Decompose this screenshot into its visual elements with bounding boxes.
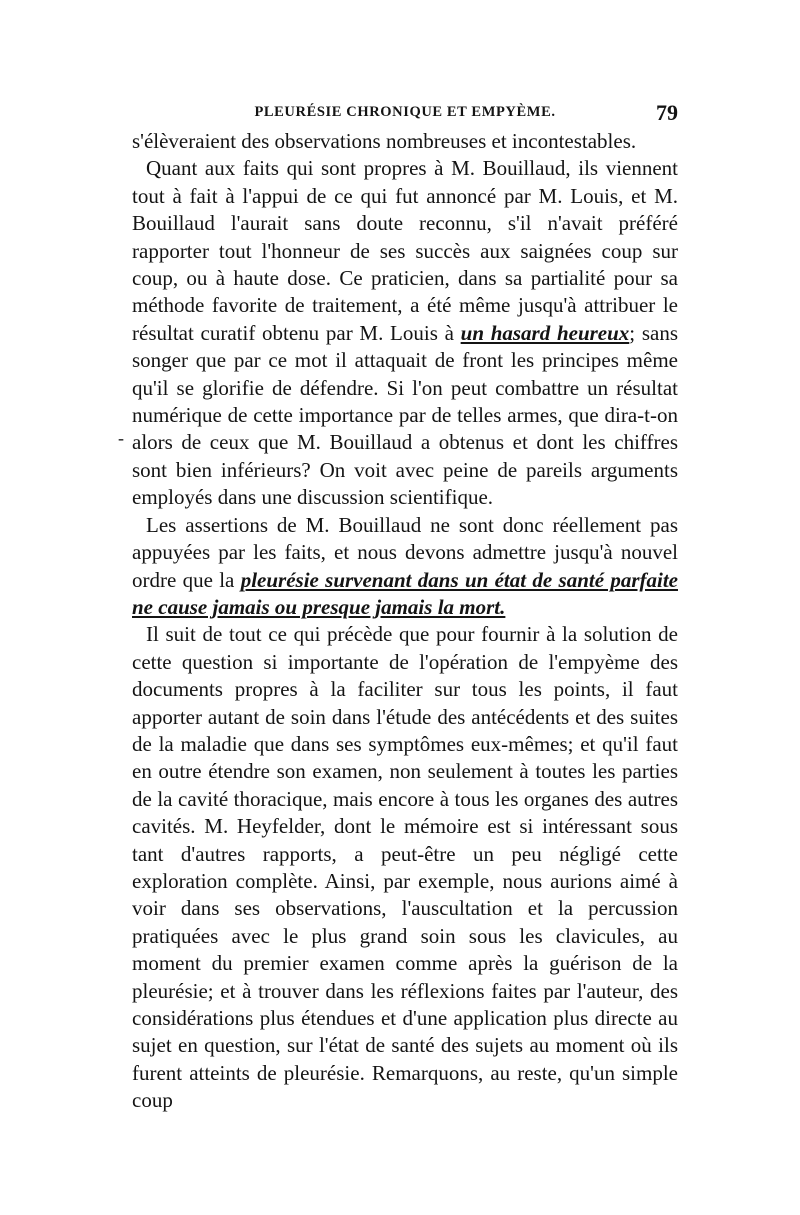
paragraph-text: Les assertions de M. Bouillaud ne sont donc réellement pas appuyées par les faits, et nous devons admettre jusqu'à nouvel ordre que la: [132, 512, 678, 592]
running-head: [132, 100, 678, 124]
body-text: [132, 128, 678, 1115]
paragraph-empyeme: Il suit de tout ce qui précède que pour fournir à la solution de cette question si importante de l'opération de l'empyème des documents propres à la faciliter sur tous les points, il faut apporter autant de soin dans l'étude des antécédents et des suites de la maladie que dans ses symptômes eux-mêmes; et qu'il faut en outre étendre son examen, non seulement à toutes les parties de la cavité thoracique, mais encore à tous les organes des autres cavités. M. Heyfelder, dont le mémoire est si intéressant sous tant d'autres rapports, a peut-être un peu négligé cette exploration complète. Ainsi, par exemple, nous aurions aimé à voir dans ses observations, l'auscultation et la percussion pratiquées avec le plus grand soin sous les clavicules, au moment du premier examen comme après la guérison de la pleurésie; et à trouver dans les réflexions faites par l'auteur, des considérations plus étendues et d'une application plus directe au sujet en question, sur l'état de santé des sujets au moment où ils furent atteints de pleurésie. Remarquons, au reste, qu'un simple coup: [132, 622, 678, 1113]
paragraph-assertions: [132, 512, 678, 622]
paragraph-text: Quant aux faits qui sont propres à M. Bouillaud, ils viennent tout à fait à l'appui de ce qui fut annoncé par M. Louis, et M. Bouillaud l'aurait sans doute reconnu, s'il n'avait préféré rapporter tout l'honneur de ses succès aux saignées coup sur coup, ou à haute dose. Ce praticien, dans sa partialité pour sa méthode favorite de traitement, a été même jusqu'à attribuer le résultat curatif obtenu par M. Louis à: [132, 156, 678, 345]
emphasis-hasard-heureux: un hasard heureux: [460, 320, 630, 345]
running-title: PLEURÉSIE CHRONIQUE ET EMPYÈME.: [254, 104, 556, 120]
paragraph-text: ; sans songer que par ce mot il attaquait de front les principes même qu'il se glorifie de défendre. Si l'on peut combattre un résultat numérique de cette importance par de telles armes, que dira-t-on alors de ceux que M. Bouillaud a obtenus et dont les chiffres sont bien inférieurs? On voit avec peine de pareils arguments employés dans une discussion scientifique.: [132, 320, 679, 510]
paragraph-continuation: s'élèveraient des observations nombreuses et incontestables.: [132, 129, 637, 153]
emphasis-conclusion: pleurésie survenant dans un état de santé parfaite ne cause jamais ou presque jamais la mort.: [132, 567, 678, 619]
paragraph-bouillaud-facts: [132, 155, 678, 511]
margin-mark: -: [118, 428, 124, 448]
page-number: 79: [656, 100, 678, 125]
